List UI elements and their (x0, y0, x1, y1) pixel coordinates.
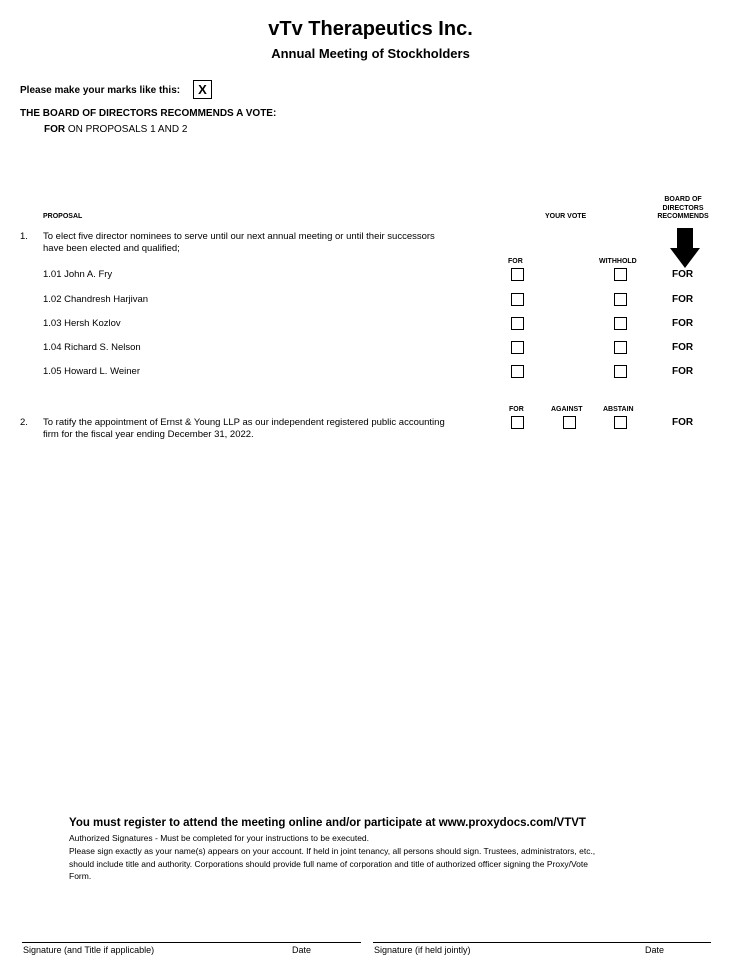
proposal-2-text-line2: firm for the fiscal year ending December 31, 2022. (43, 429, 254, 440)
nominee-4-withhold-checkbox[interactable] (614, 341, 627, 354)
board-recommends-column-header (650, 196, 716, 222)
signing-instructions (69, 845, 709, 883)
proposal-1-withhold-header: WITHHOLD (599, 258, 637, 265)
nominee-5-withhold-checkbox[interactable] (614, 365, 627, 378)
nominee-2-board-rec: FOR (672, 294, 694, 305)
register-notice: You must register to attend the meeting online and/or participate at www.proxydocs.com/VTVT (69, 817, 586, 829)
proposal-1-text-line1: To elect five director nominees to serve until our next annual meeting or until their successors (43, 231, 435, 242)
your-vote-column-header: YOUR VOTE (545, 213, 587, 220)
nominee-2-for-checkbox[interactable] (511, 293, 524, 306)
proposal-1-text-line2: have been elected and qualified; (43, 243, 180, 254)
board-recommendation-heading: THE BOARD OF DIRECTORS RECOMMENDS A VOTE: (20, 108, 277, 119)
signature-2-line[interactable] (373, 942, 711, 943)
proposal-2-board-rec: FOR (672, 417, 694, 428)
proposal-2-against-checkbox[interactable] (563, 416, 576, 429)
signature-1-line[interactable] (22, 942, 361, 943)
recommendation-summary-text: ON PROPOSALS 1 AND 2 (65, 124, 188, 135)
nominee-2-withhold-checkbox[interactable] (614, 293, 627, 306)
meeting-subtitle: Annual Meeting of Stockholders (271, 46, 470, 61)
arrow-down-icon (670, 228, 700, 268)
nominee-1-withhold-checkbox[interactable] (614, 268, 627, 281)
proposal-2-against-header: AGAINST (551, 406, 583, 413)
proposal-2-number: 2. (20, 417, 28, 428)
nominee-label: 1.05 Howard L. Weiner (43, 366, 140, 377)
nominee-label: 1.04 Richard S. Nelson (43, 342, 141, 353)
proposal-column-header: PROPOSAL (43, 213, 83, 220)
proposal-1-number: 1. (20, 231, 28, 242)
board-header-line3: RECOMMENDS (657, 213, 709, 220)
proposal-2-text-line1: To ratify the appointment of Ernst & Young LLP as our independent registered public accounting (43, 417, 445, 428)
signing-instructions-line3: Form. (69, 871, 92, 881)
signing-instructions-line1: Please sign exactly as your name(s) appears on your account. If held in joint tenancy, all persons should sign. Trustees, administrators, etc., (69, 846, 596, 856)
date-1-label: Date (292, 945, 312, 955)
nominee-label: 1.02 Chandresh Harjivan (43, 294, 149, 305)
signature-1-label: Signature (and Title if applicable) (23, 945, 155, 955)
mark-example-box: X (193, 80, 212, 99)
board-header-line1: BOARD OF (664, 196, 702, 203)
proposal-2-for-checkbox[interactable] (511, 416, 524, 429)
board-header-line2: DIRECTORS (662, 204, 704, 212)
nominee-5-board-rec: FOR (672, 366, 694, 377)
signature-2-label: Signature (if held jointly) (374, 945, 471, 955)
nominee-3-withhold-checkbox[interactable] (614, 317, 627, 330)
proposal-2-for-header: FOR (509, 406, 524, 413)
nominee-1-board-rec: FOR (672, 269, 694, 280)
nominee-3-board-rec: FOR (672, 318, 694, 329)
date-2-label: Date (645, 945, 665, 955)
for-word: FOR (44, 124, 66, 135)
marks-instruction: Please make your marks like this: (20, 85, 181, 96)
nominee-label: 1.01 John A. Fry (43, 269, 113, 280)
nominee-label: 1.03 Hersh Kozlov (43, 318, 121, 329)
nominee-3-for-checkbox[interactable] (511, 317, 524, 330)
nominee-4-board-rec: FOR (672, 342, 694, 353)
proposal-2-abstain-checkbox[interactable] (614, 416, 627, 429)
signing-instructions-line2: should include title and authority. Corporations should provide full name of corporation and title of authorized officer signing the Proxy/Vote (69, 858, 588, 869)
nominee-5-for-checkbox[interactable] (511, 365, 524, 378)
proposal-1-for-header: FOR (508, 258, 523, 265)
nominee-4-for-checkbox[interactable] (511, 341, 524, 354)
recommendation-summary (44, 124, 187, 135)
proposal-2-abstain-header: ABSTAIN (603, 406, 634, 413)
authorized-signatures-note: Authorized Signatures - Must be completed for your instructions to be executed. (69, 833, 370, 843)
company-title: vTv Therapeutics Inc. (268, 18, 473, 40)
nominee-1-for-checkbox[interactable] (511, 268, 524, 281)
